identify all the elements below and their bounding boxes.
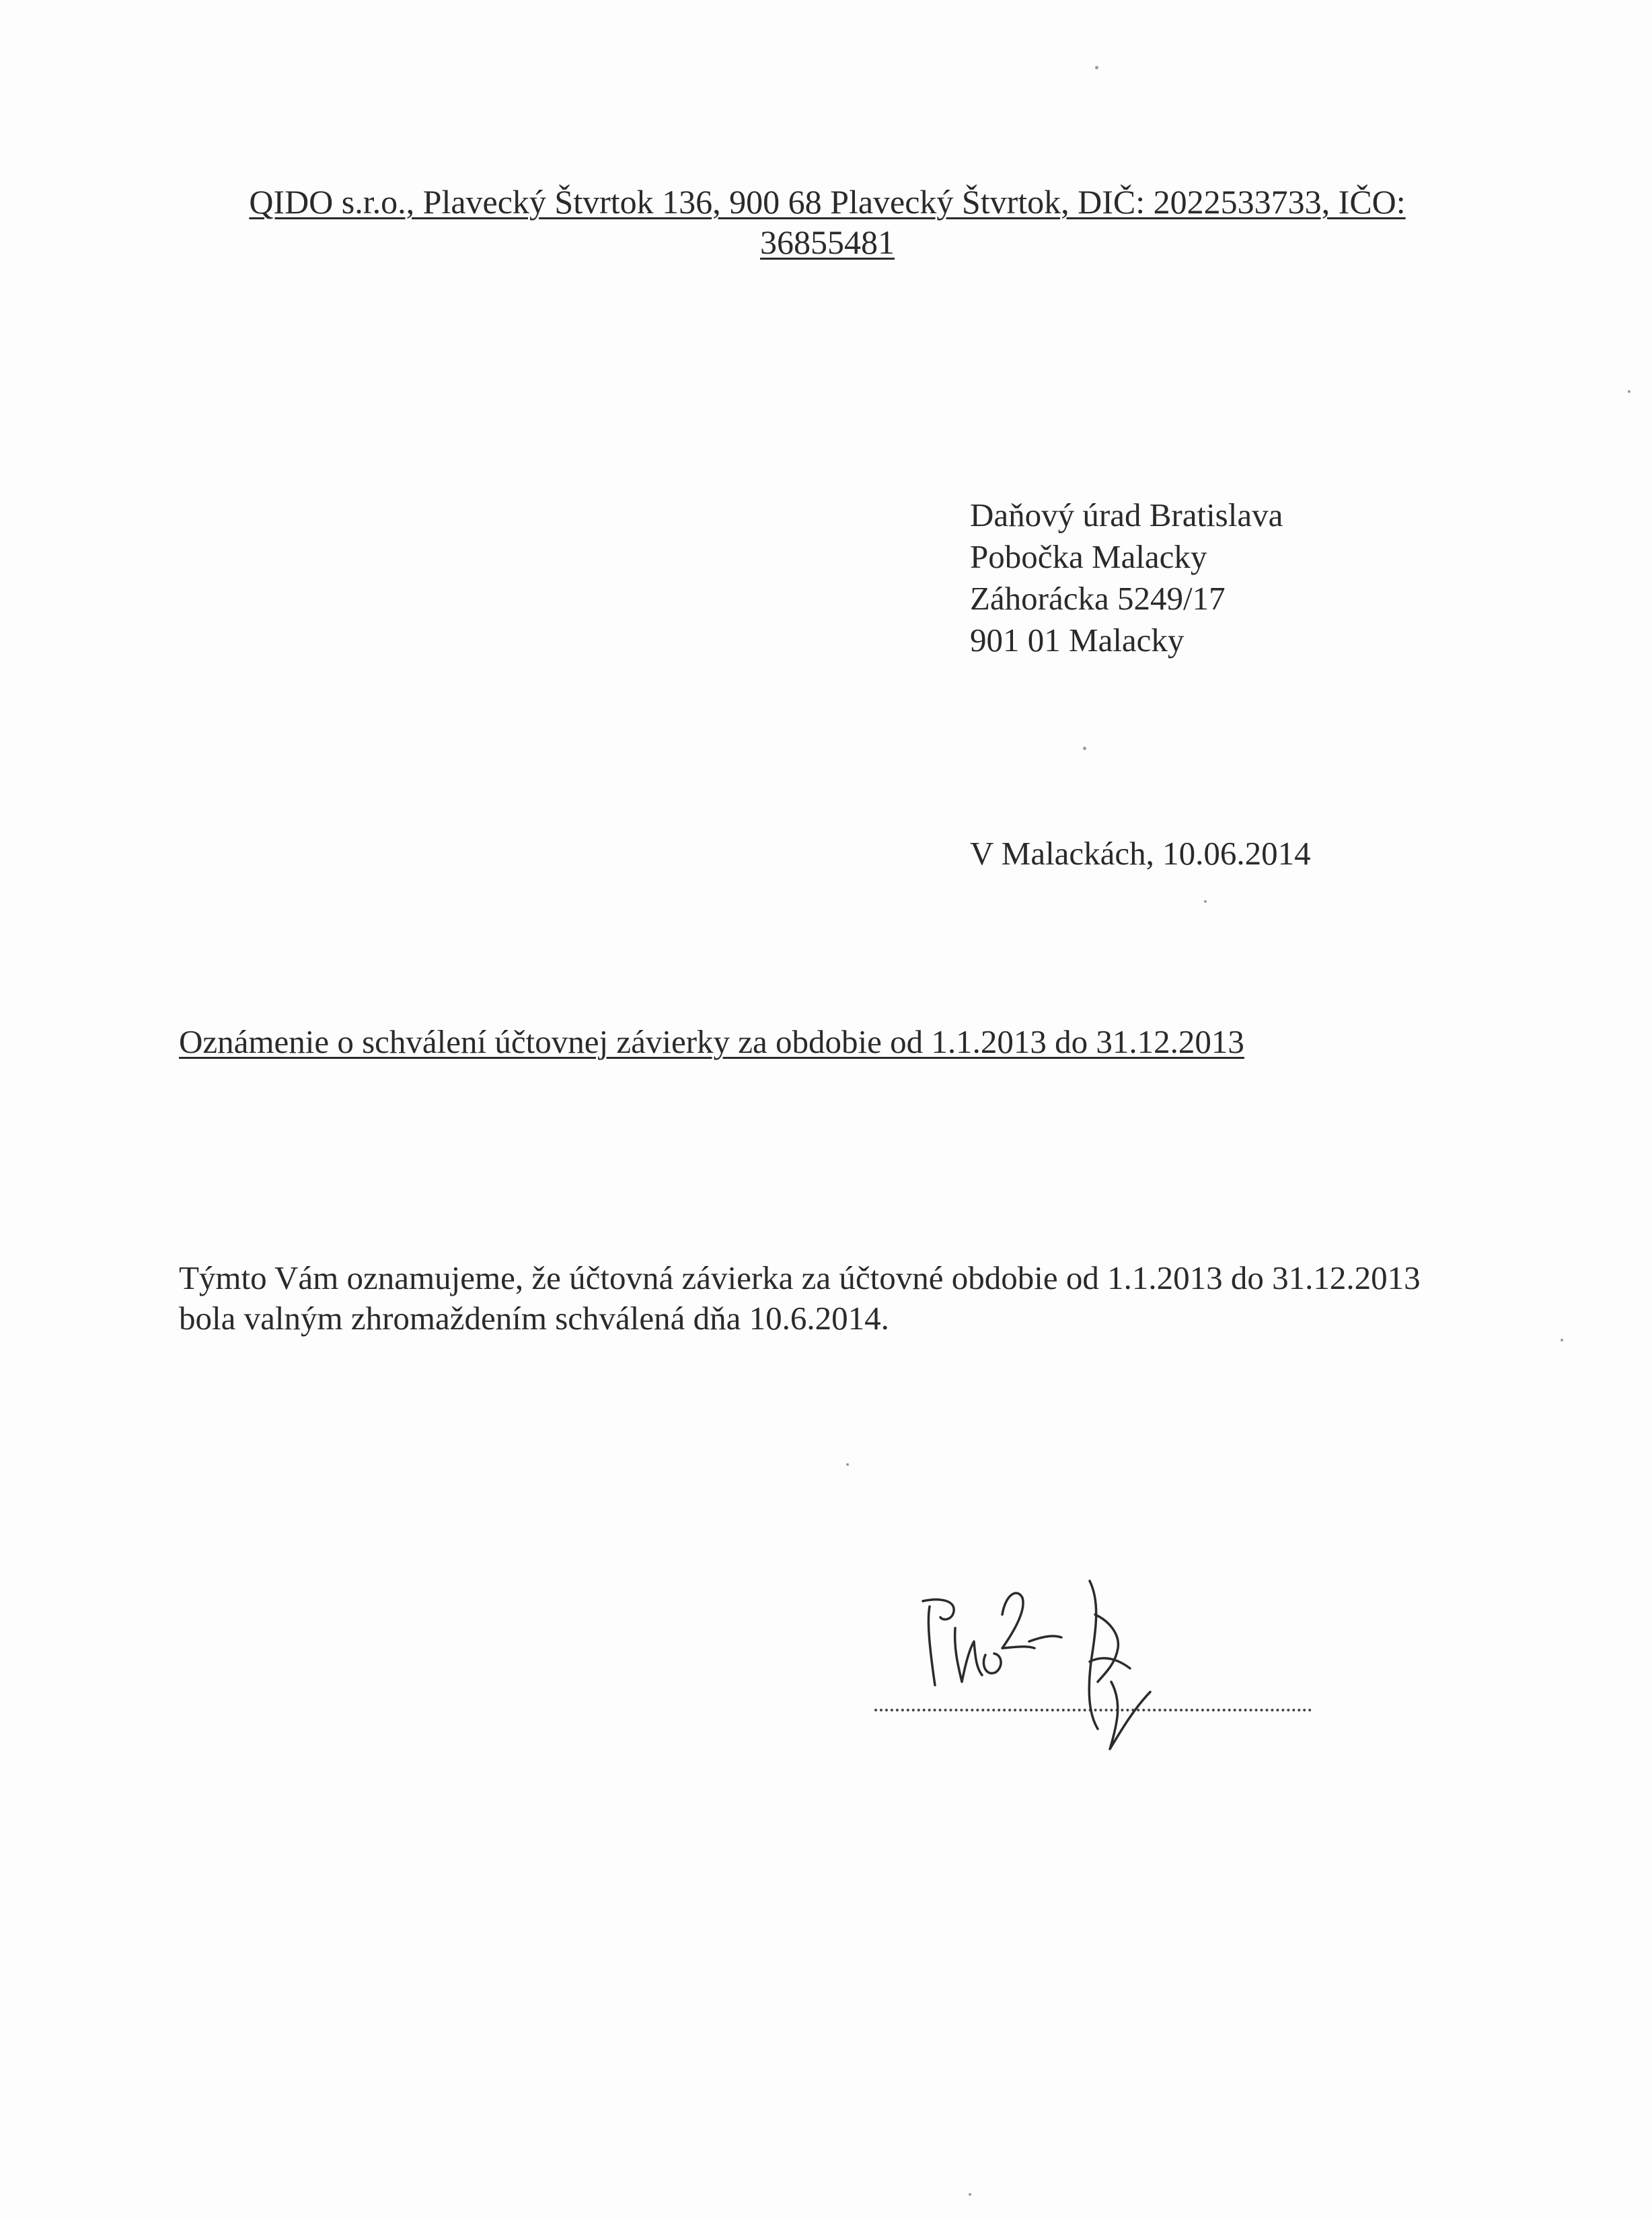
- scan-speck: [1095, 66, 1098, 69]
- signature-drawing: [868, 1547, 1325, 1769]
- company-header: [222, 182, 1433, 262]
- recipient-line-4: 901 01 Malacky: [970, 622, 1185, 659]
- place-and-date: V Malackách, 10.06.2014: [970, 835, 1311, 872]
- letter-body-line-1: Týmto Vám oznamujeme, že účtovná závierka za účtovné obdobie od 1.1.2013 do 31.12.2013: [179, 1259, 1421, 1296]
- letter-body-line-2: bola valným zhromaždením schválená dňa 10.6.2014.: [179, 1300, 889, 1337]
- recipient-line-3: Záhorácka 5249/17: [970, 580, 1226, 617]
- letter-body: [179, 1258, 1491, 1339]
- scan-speck: [1204, 900, 1207, 903]
- recipient-address: [970, 494, 1283, 661]
- handwritten-signature: [868, 1547, 1325, 1769]
- recipient-line-2: Pobočka Malacky: [970, 538, 1207, 575]
- company-header-line-1: QIDO s.r.o., Plavecký Štvrtok 136, 900 68 Plavecký Štvrtok, DIČ: 2022533733, IČO:: [249, 183, 1406, 221]
- scan-speck: [846, 1463, 849, 1466]
- company-header-line-2: 36855481: [760, 223, 895, 261]
- scan-speck: [1083, 747, 1086, 750]
- letter-subject: Oznámenie o schválení účtovnej závierky za obdobie od 1.1.2013 do 31.12.2013: [179, 1023, 1244, 1060]
- scan-speck: [969, 2193, 971, 2196]
- recipient-line-1: Daňový úrad Bratislava: [970, 496, 1283, 533]
- scan-speck: [1561, 1339, 1563, 1341]
- scan-speck: [1628, 390, 1630, 393]
